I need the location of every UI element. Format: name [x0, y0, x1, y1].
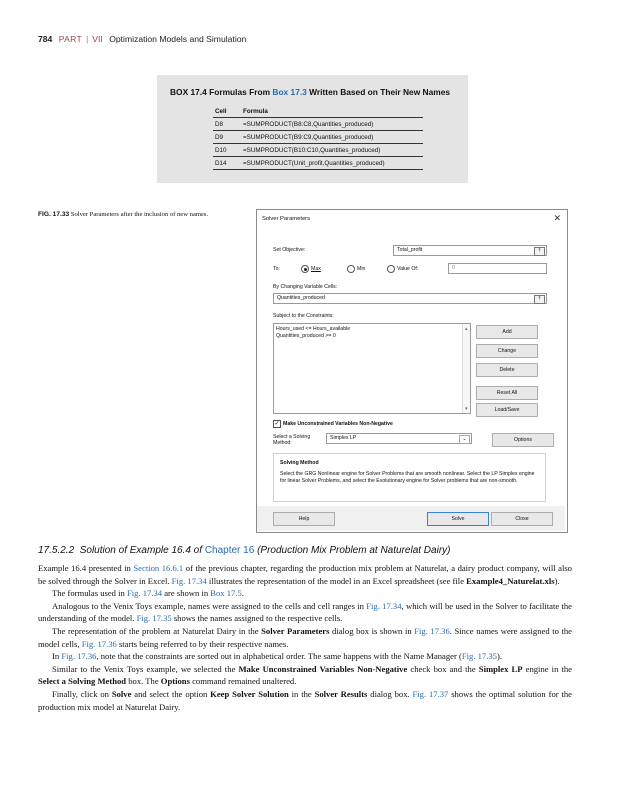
- text-run: dialog box is shown in: [329, 625, 415, 636]
- solving-method-group: [273, 453, 546, 502]
- scroll-up-icon[interactable]: ▲: [464, 326, 469, 331]
- group-text: Select the GRG Nonlinear engine for Solver Problems that are smooth nonlinear. Select the LP Simplex engine for linear Solver Problems, and select the Evolutionary engine for Solver problems that are non-smooth.: [280, 471, 535, 484]
- cross-reference-link[interactable]: Fig. 17.36: [61, 651, 97, 662]
- radio-max[interactable]: [301, 265, 309, 273]
- close-button[interactable]: Close: [491, 512, 553, 526]
- load-save-button[interactable]: Load/Save: [476, 403, 538, 417]
- close-icon[interactable]: ✕: [553, 213, 561, 223]
- text-run: command remained unaltered.: [189, 676, 297, 687]
- text-run: , which will be used in the Solver to facilitate the understanding of the model.: [38, 600, 572, 624]
- non-negative-label: Make Unconstrained Variables Non-Negative: [283, 421, 393, 427]
- group-title: Solving Method: [280, 460, 319, 466]
- cell-formula: =SUMPRODUCT(B8:C8,Quantities_produced): [241, 118, 423, 131]
- text-run: , note that the constraints are sorted out in alphabetical order. The same happens with the Name Manager (: [96, 651, 462, 662]
- text-run: of the previous chapter, regarding the production mix problem at Naturelat, a dairy product company, will also be solved through the Solver in Excel.: [38, 563, 572, 586]
- bold-term: Options: [160, 676, 190, 687]
- radio-value-of-label: Value Of:: [397, 266, 419, 272]
- header-separator: |: [86, 34, 89, 44]
- text-run: In: [52, 651, 62, 662]
- section-number: 17.5.2.2: [38, 545, 75, 556]
- bold-term: Make Unconstrained Variables Non-Negative: [238, 663, 408, 674]
- paragraph: [38, 562, 572, 587]
- figure-caption: [38, 210, 252, 219]
- to-label: To:: [273, 266, 280, 272]
- cell-ref: D8: [213, 118, 241, 131]
- text-run: box. The: [126, 676, 161, 687]
- scroll-down-icon[interactable]: ▼: [464, 406, 469, 411]
- chevron-down-icon[interactable]: ⌄: [459, 435, 470, 444]
- table-row: [213, 144, 423, 157]
- non-negative-checkbox[interactable]: ✓: [274, 421, 280, 427]
- cell-ref: D10: [213, 144, 241, 157]
- bold-term: Keep Solver Solution: [210, 688, 289, 699]
- delete-button[interactable]: Delete: [476, 363, 538, 377]
- text-run: shows the optimal solution for the production mix model at Naturelat Dairy.: [38, 688, 572, 712]
- solve-button[interactable]: Solve: [427, 512, 489, 526]
- paragraph: [38, 600, 572, 625]
- table-row: [213, 157, 423, 170]
- text-run: ).: [554, 575, 560, 586]
- section-title-link[interactable]: Chapter 16: [204, 545, 255, 556]
- box-title: [170, 87, 450, 97]
- cross-reference-link[interactable]: Fig. 17.35: [136, 613, 172, 624]
- value-of-value: 0: [452, 265, 455, 271]
- cell-ref: D9: [213, 131, 241, 144]
- box-title-prefix: BOX 17.4 Formulas From: [170, 87, 271, 97]
- cell-ref: D14: [213, 157, 241, 170]
- help-button[interactable]: Help: [273, 512, 335, 526]
- changing-cells-label: By Changing Variable Cells:: [273, 284, 338, 290]
- cross-reference-link[interactable]: Fig. 17.36: [414, 625, 450, 636]
- section-heading: [38, 545, 450, 556]
- bold-term: Solver Results: [314, 688, 368, 699]
- cell-formula: =SUMPRODUCT(Unit_profit,Quantities_produced): [241, 157, 423, 170]
- cross-reference-link[interactable]: Fig. 17.34: [171, 575, 207, 586]
- running-header: [38, 34, 246, 44]
- constraints-list[interactable]: [273, 323, 471, 414]
- collapse-range-icon[interactable]: ⇡: [534, 247, 545, 256]
- chapter-title: Optimization Models and Simulation: [109, 34, 247, 44]
- paragraph: [38, 587, 572, 600]
- constraint-item[interactable]: Hours_used <= Hours_available: [276, 326, 351, 332]
- changing-cells-input[interactable]: [273, 293, 547, 304]
- text-run: ).: [496, 651, 502, 662]
- text-run: .: [241, 588, 244, 599]
- cross-reference-link[interactable]: Box 17.5: [210, 588, 242, 599]
- text-run: starts being referred to by their respective names.: [116, 638, 289, 649]
- text-run: Finally, click on: [52, 688, 112, 699]
- objective-value: Total_profit: [397, 247, 423, 253]
- changing-cells-value: Quantities_produced: [277, 295, 325, 301]
- collapse-range-icon[interactable]: ⇡: [534, 295, 545, 304]
- options-button[interactable]: Options: [492, 433, 554, 447]
- body-text: [38, 562, 572, 713]
- radio-min-label: Min: [357, 266, 366, 272]
- set-objective-label: Set Objective:: [273, 247, 306, 253]
- file-name: Example4_Naturelat.xls: [466, 575, 555, 586]
- cross-reference-link[interactable]: Fig. 17.36: [81, 638, 117, 649]
- text-run: Similar to the Venix Toys example, we selected the: [52, 663, 239, 674]
- cross-reference-link[interactable]: Fig. 17.37: [412, 688, 449, 699]
- solving-method-select[interactable]: [326, 433, 472, 444]
- text-run: illustrates the representation of the model in an Excel spreadsheet (see file: [206, 575, 467, 586]
- value-of-input[interactable]: [448, 263, 547, 274]
- formula-box: [157, 75, 468, 183]
- text-run: The formulas used in: [52, 588, 127, 599]
- part-label: PART: [58, 34, 83, 44]
- table-row: [213, 118, 423, 131]
- bold-term: Simplex LP: [478, 663, 523, 674]
- objective-input[interactable]: [393, 245, 547, 256]
- text-run: Analogous to the Venix Toys example, names were assigned to the cells and cell ranges in: [52, 600, 367, 611]
- add-button[interactable]: Add: [476, 325, 538, 339]
- bold-term: Solve: [111, 688, 132, 699]
- change-button[interactable]: Change: [476, 344, 538, 358]
- text-run: dialog box.: [367, 688, 413, 699]
- cell-formula: =SUMPRODUCT(B10:C10,Quantities_produced): [241, 144, 423, 157]
- text-run: check box and the: [407, 663, 479, 674]
- radio-max-label: Max: [311, 266, 321, 272]
- solving-method-value: Simplex LP: [330, 435, 357, 441]
- radio-min[interactable]: [347, 265, 355, 273]
- cross-reference-link[interactable]: Fig. 17.34: [126, 588, 163, 599]
- page-number: 784: [38, 34, 53, 44]
- text-run: in the: [288, 688, 315, 699]
- paragraph: [38, 688, 572, 713]
- reset-all-button[interactable]: Reset All: [476, 386, 538, 400]
- box-title-link[interactable]: Box 17.3: [272, 87, 307, 97]
- cross-reference-link[interactable]: Fig. 17.34: [366, 600, 402, 611]
- table-row: [213, 131, 423, 144]
- constraints-label: Subject to the Constraints:: [273, 313, 334, 319]
- figure-caption-text: Solver Parameters after the inclusion of new names.: [70, 211, 209, 218]
- radio-value-of[interactable]: [387, 265, 395, 273]
- formula-table: [213, 106, 423, 170]
- constraints-scrollbar[interactable]: [462, 324, 470, 413]
- text-run: shows the names assigned to the respective cells.: [171, 613, 343, 624]
- dialog-title: Solver Parameters: [262, 216, 311, 222]
- section-title-prefix: Solution of Example 16.4 of: [79, 545, 203, 556]
- text-run: engine in the: [522, 663, 572, 674]
- text-run: . Since names were assigned to the model cells,: [38, 625, 572, 649]
- solver-parameters-dialog: [256, 209, 568, 533]
- bold-term: Solver Parameters: [261, 625, 330, 636]
- column-header-formula: Formula: [241, 106, 423, 118]
- cross-reference-link[interactable]: Section 16.6.1: [133, 563, 184, 573]
- text-run: are shown in: [162, 588, 211, 599]
- column-header-cell: Cell: [213, 106, 241, 118]
- table-header-row: [213, 106, 423, 118]
- cross-reference-link[interactable]: Fig. 17.35: [461, 651, 497, 662]
- figure-label: FIG. 17.33: [38, 211, 70, 218]
- paragraph: [38, 663, 572, 688]
- part-number: VII: [92, 34, 103, 44]
- solving-method-label: Select a Solving Method:: [273, 434, 311, 446]
- box-title-suffix: Written Based on Their New Names: [309, 87, 451, 97]
- paragraph: [38, 625, 572, 650]
- paragraph: [38, 650, 572, 663]
- text-run: and select the option: [131, 688, 211, 699]
- constraint-item[interactable]: Quantities_produced >= 0: [276, 333, 336, 339]
- section-title-suffix: (Production Mix Problem at Naturelat Dairy): [257, 545, 451, 556]
- cell-formula: =SUMPRODUCT(B9:C9,Quantities_produced): [241, 131, 423, 144]
- text-run: The representation of the problem at Naturelat Dairy in the: [52, 625, 262, 636]
- text-run: Example 16.4 presented in: [38, 563, 134, 573]
- bold-term: Select a Solving Method: [38, 676, 127, 687]
